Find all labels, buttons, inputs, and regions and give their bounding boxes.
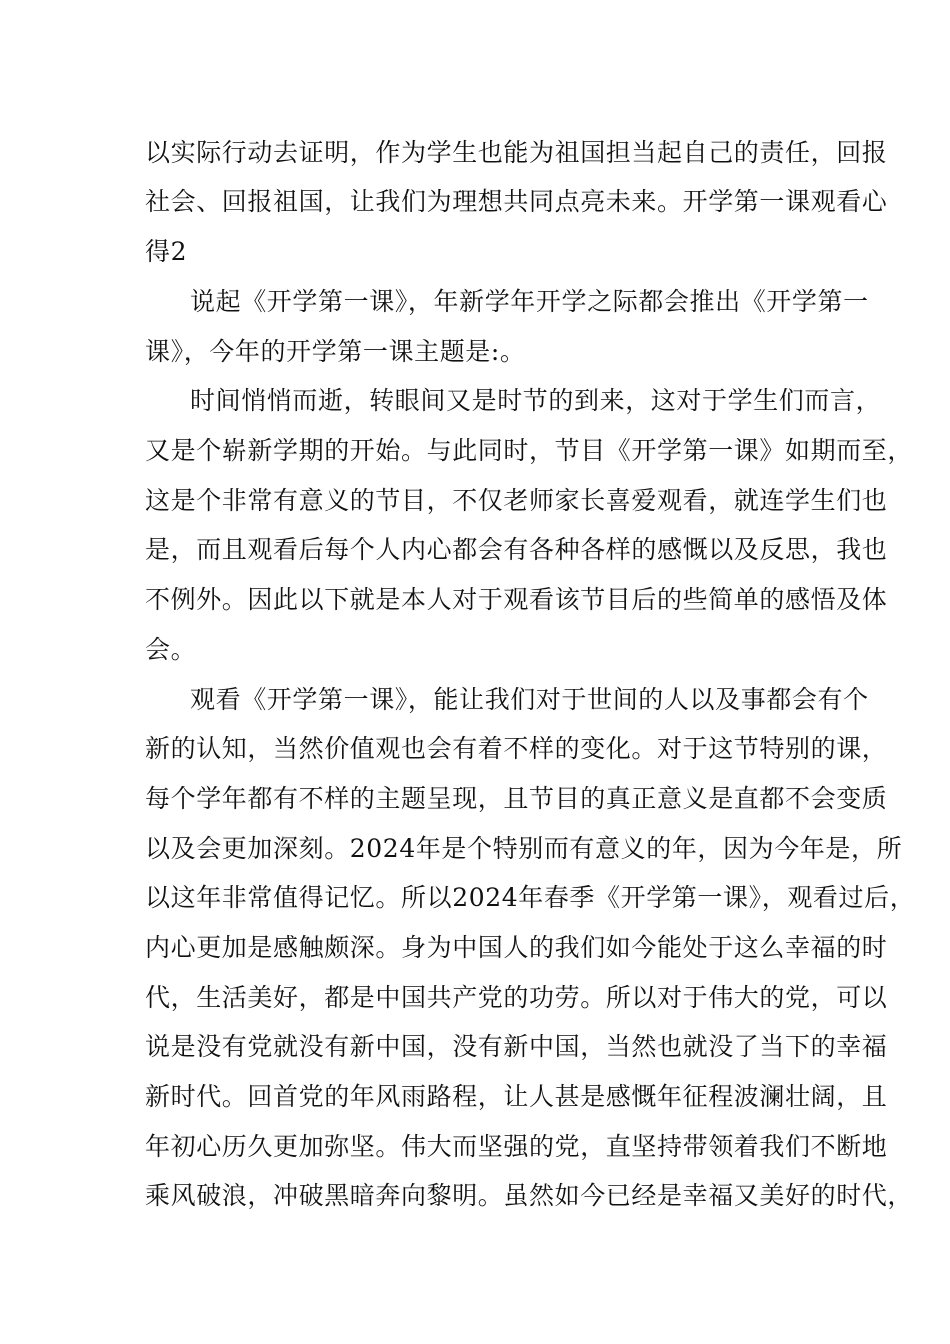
text-line: 新的认知，当然价值观也会有着不样的变化。对于这节特别的课， [145, 734, 888, 763]
text-line: 是，而且观看后每个人内心都会有各种各样的感慨以及反思，我也 [145, 535, 888, 564]
text-line: 年初心历久更加弥坚。伟大而坚强的党，直坚持带领着我们不断地 [145, 1132, 888, 1161]
text-line: 社会、回报祖国，让我们为理想共同点亮未来。开学第一课观看心 [145, 187, 888, 216]
text-line: 代，生活美好，都是中国共产党的功劳。所以对于伟大的党，可以 [145, 983, 888, 1012]
text-line: 课》，今年的开学第一课主题是:。 [145, 337, 526, 366]
text-line: 内心更加是感触颇深。身为中国人的我们如今能处于这么幸福的时 [145, 933, 888, 962]
text-line: 乘风破浪，冲破黑暗奔向黎明。虽然如今已经是幸福又美好的时代， [145, 1181, 914, 1210]
text-line: 说是没有党就没有新中国，没有新中国，当然也就没了当下的幸福 [145, 1032, 888, 1061]
text-line: 新时代。回首党的年风雨路程，让人甚是感慨年征程波澜壮阔，且 [145, 1082, 888, 1111]
text-line: 以这年非常值得记忆。所以2024年春季《开学第一课》，观看过后， [145, 883, 916, 912]
text-line: 每个学年都有不样的主题呈现，且节目的真正意义是直都不会变质 [145, 784, 888, 813]
text-line: 得2 [145, 237, 188, 266]
paragraph-start-line: 说起《开学第一课》，年新学年开学之际都会推出《开学第一 [190, 287, 869, 316]
text-line: 不例外。因此以下就是本人对于观看该节目后的些简单的感悟及体 [145, 585, 888, 614]
text-line: 会。 [145, 635, 197, 664]
text-line: 以及会更加深刻。2024年是个特别而有意义的年，因为今年是，所 [145, 834, 903, 863]
text-line: 又是个崭新学期的开始。与此同时，节目《开学第一课》如期而至， [145, 436, 914, 465]
text-line: 这是个非常有意义的节目，不仅老师家长喜爱观看，就连学生们也 [145, 486, 888, 515]
paragraph-start-line: 观看《开学第一课》，能让我们对于世间的人以及事都会有个 [190, 685, 869, 714]
text-line: 以实际行动去证明，作为学生也能为祖国担当起自己的责任，回报 [145, 138, 888, 167]
paragraph-start-line: 时间悄悄而逝，转眼间又是时节的到来，这对于学生们而言， [190, 386, 882, 415]
